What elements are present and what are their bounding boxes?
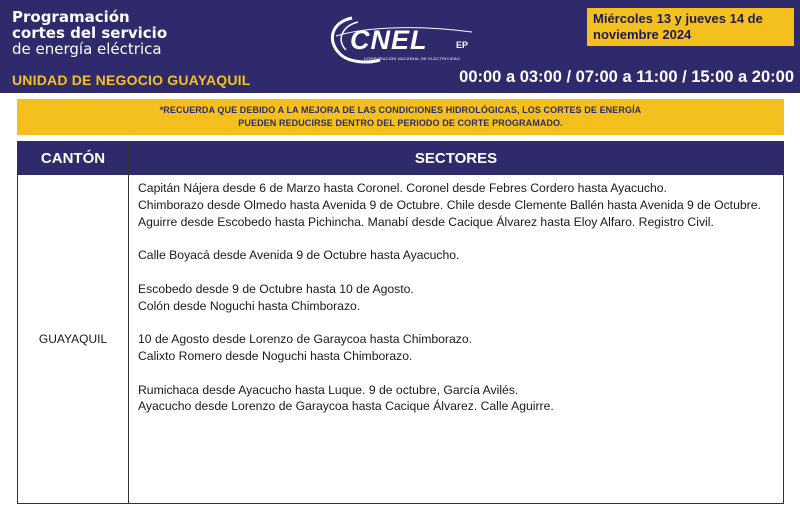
sector-line: 10 de Agosto desde Lorenzo de Garaycoa hasta Chimborazo. [138, 332, 473, 347]
spacer [138, 230, 773, 247]
sector-line: Aguirre desde Escobedo hasta Pichincha. Manabí desde Cacique Álvarez hasta Eloy Alfaro. Registro Civil. [138, 214, 714, 229]
outage-table [17, 141, 784, 504]
date-badge: Miércoles 13 y jueves 14 de noviembre 2024 [587, 8, 794, 46]
header-banner [0, 0, 800, 93]
canton-cell [18, 175, 128, 503]
schedule-times: 00:00 a 03:00 / 07:00 a 11:00 / 15:00 a 20:00 [459, 68, 794, 86]
spacer [138, 365, 773, 382]
sector-line: Rumichaca desde Ayacucho hasta Luque. 9 de octubre, García Avilés. [138, 382, 519, 397]
notice-line-2: PUEDEN REDUCIRSE DENTRO DEL PERIODO DE CORTE PROGRAMADO. [238, 118, 563, 128]
sector-line: Calixto Romero desde Noguchi hasta Chimborazo. [138, 348, 413, 363]
sector-line: Capitán Nájera desde 6 de Marzo hasta Coronel. Coronel desde Febres Cordero hasta Ayacucho. [138, 181, 667, 195]
sector-line: Ayacucho desde Lorenzo de Garaycoa hasta Cacique Álvarez. Calle Aguirre. [138, 399, 554, 414]
column-divider [128, 142, 129, 503]
business-unit-label: UNIDAD DE NEGOCIO GUAYAQUIL [12, 72, 251, 88]
notice-line-1: *RECUERDA QUE DEBIDO A LA MEJORA DE LAS CONDICIONES HIDROLÓGICAS, LOS CORTES DE ENERGÍA [159, 105, 642, 115]
spacer [138, 314, 773, 331]
sector-line: Colón desde Noguchi hasta Chimborazo. [138, 298, 361, 313]
logo-suffix: EP [456, 40, 469, 50]
logo-subtitle: CORPORACIÓN NACIONAL DE ELECTRICIDAD [364, 56, 460, 61]
notice-banner [17, 99, 784, 135]
sector-line: Chimborazo desde Olmedo hasta Avenida 9 de Octubre. Chile desde Clemente Ballén hasta Avenida 9 de Octubre. [138, 197, 761, 212]
sector-line: Calle Boyacá desde Avenida 9 de Octubre hasta Ayacucho. [138, 248, 460, 263]
sectors-cell [138, 180, 773, 415]
title-line-1: Programación [12, 8, 130, 26]
column-header-canton: CANTÓN [18, 142, 128, 175]
canton-name: GUAYAQUIL [38, 332, 108, 346]
logo-wordmark: CNEL [350, 25, 428, 55]
sector-line: Escobedo desde 9 de Octubre hasta 10 de Agosto. [138, 281, 414, 296]
spacer [138, 264, 773, 281]
column-header-sectores: SECTORES [129, 142, 783, 175]
title-line-3: de energía eléctrica [12, 40, 162, 58]
title-line-2: cortes del servicio [12, 24, 168, 42]
cnel-logo [322, 10, 492, 72]
page-title [12, 9, 167, 57]
